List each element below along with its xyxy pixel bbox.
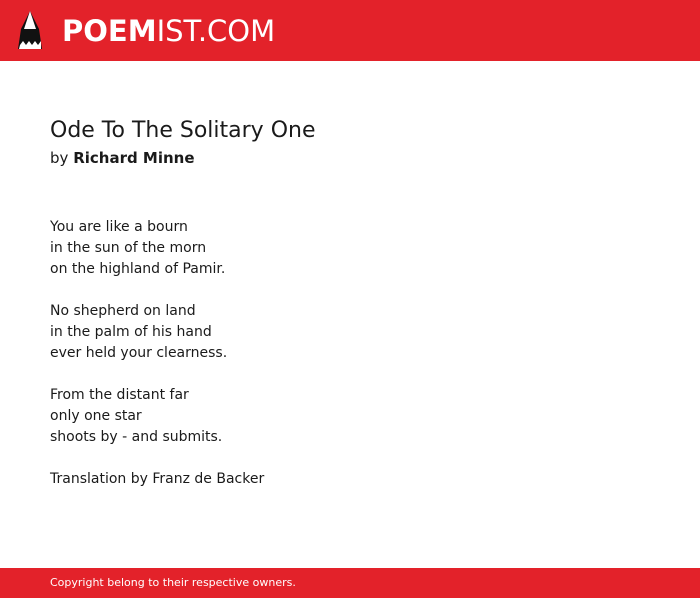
poem-body bbox=[50, 217, 670, 490]
poem-title: Ode To The Solitary One bbox=[50, 118, 316, 143]
pen-nib-icon bbox=[17, 9, 43, 53]
poem-line: ever held your clearness. bbox=[50, 345, 228, 361]
site-header bbox=[0, 0, 700, 61]
site-logo-link[interactable] bbox=[17, 9, 275, 53]
stanza bbox=[50, 217, 670, 280]
author-name[interactable]: Richard Minne bbox=[73, 149, 195, 167]
poem-line: shoots by - and submits. bbox=[50, 429, 223, 445]
poem-line: No shepherd on land bbox=[50, 303, 196, 319]
copyright-text: Copyright belong to their respective owners. bbox=[50, 576, 296, 589]
site-logo-text bbox=[62, 9, 275, 53]
logo-light-part: IST.COM bbox=[156, 14, 276, 48]
poem-line: From the distant far bbox=[50, 387, 189, 403]
byline bbox=[50, 147, 670, 169]
poem-line: only one star bbox=[50, 408, 142, 424]
translation-note: Translation by Franz de Backer bbox=[50, 471, 265, 487]
poem-line: in the sun of the morn bbox=[50, 240, 207, 256]
poem-line: in the palm of his hand bbox=[50, 324, 212, 340]
stanza bbox=[50, 301, 670, 364]
stanza bbox=[50, 385, 670, 448]
logo-bold-part: POEM bbox=[62, 14, 157, 48]
poem-line: You are like a bourn bbox=[50, 219, 188, 235]
poem-line: on the highland of Pamir. bbox=[50, 261, 226, 277]
poem-content bbox=[50, 116, 670, 490]
site-footer bbox=[0, 568, 700, 598]
byline-prefix: by bbox=[50, 149, 69, 167]
